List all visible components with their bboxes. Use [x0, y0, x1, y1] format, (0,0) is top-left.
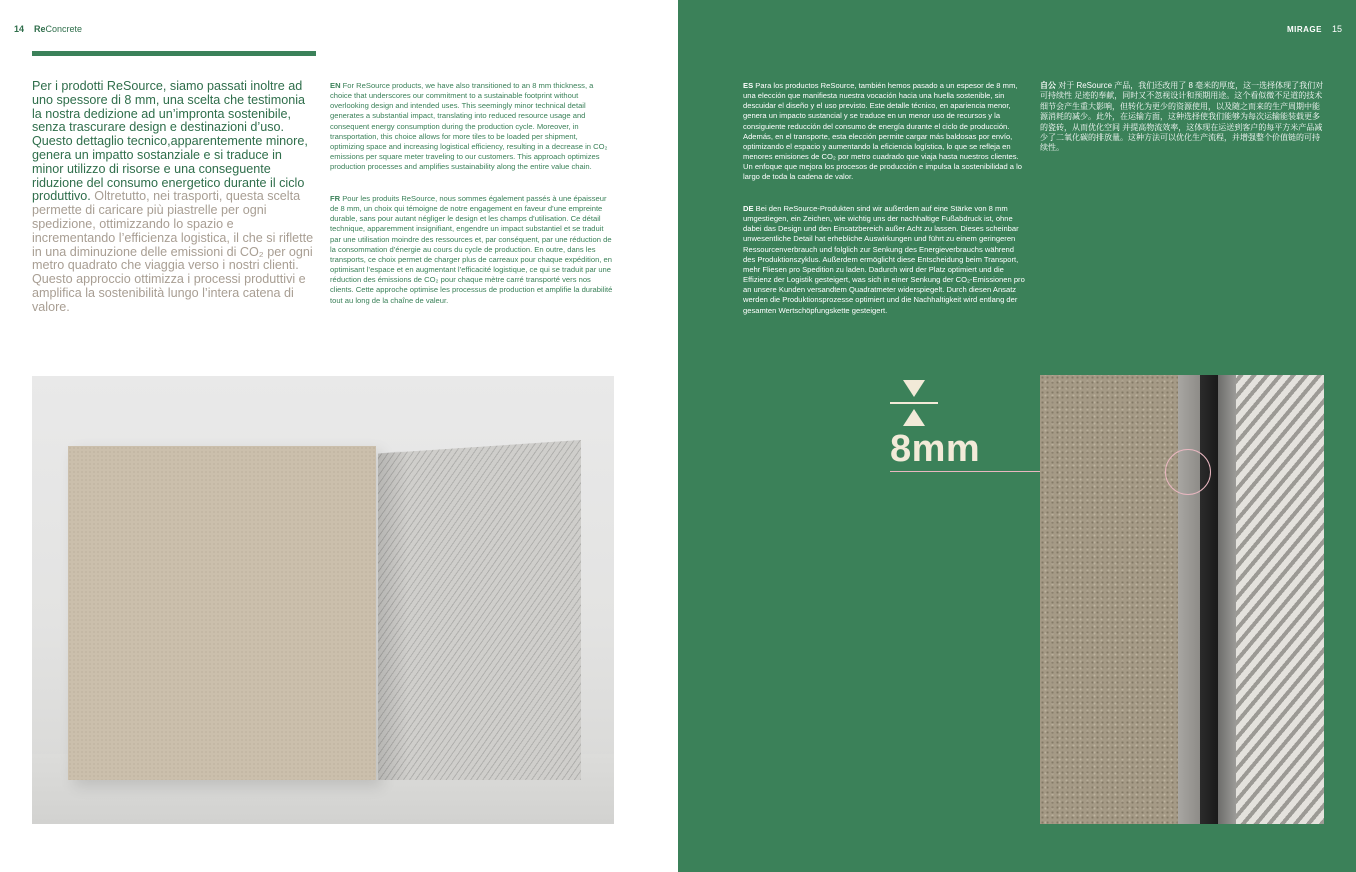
thickness-highlight-circle: [1165, 449, 1211, 495]
tile-edge-dark: [1200, 375, 1218, 824]
tile-edge-light: [1178, 375, 1200, 824]
left-folio: [14, 24, 82, 34]
right-folio: [1287, 24, 1342, 34]
lead-grey-text: Oltretutto, nei trasporti, questa scelta permette di caricare più piastrelle per ogni spedizione, ottimizzando lo spazio e incrementando l’efficienza logistica, il che si riflette in una diminuzione delle emissioni di CO₂ per ogni metro quadrato che viaggia verso i nostri clienti. Questo approccio ottimizza i processi produttivi e amplifica la sostenibilità lungo l’intera catena di valore.: [32, 189, 314, 314]
es-text: Para los productos ReSource, también hemos pasado a un espesor de 8 mm, una elección que manifiesta nuestra vocación hacia una huella sostenible, sin descuidar el diseño y el uso previsto. Este detalle técnico, en apariencia menor, genera un impacto sustancial y se traduce en un menor uso de recursos y la consiguiente reducción del consumo de energía durante el ciclo de producción. Además, en el transporte, esta elección permite cargar más baldosas por envío, optimizando el espacio y aumentando la eficiencia logística, lo que se refleja en menores emisiones de CO₂ por metro cuadrado que viaja hasta nuestros clientes. Un enfoque que mejora los procesos de producción e impulsa la sostenibilidad a lo largo de toda la cadena de valor.: [743, 81, 1023, 182]
textured-tile: [378, 440, 581, 780]
de-text: Bei den ReSource-Produkten sind wir außerdem auf eine Stärke von 8 mm umgestiegen, ein Zeichen, wie wichtig uns der nachhaltige Fußabdruck ist, ohne dabei das Design und den Einsatzbereich außer Acht zu lassen. Dieses scheinbar unwesentliche Detail hat erhebliche Auswirkungen und führt zu einem geringeren Ressourcenverbrauch und folglich zur Senkung des Energieverbrauchs während des Produktionszyklus. Außerdem ermöglicht diese Entscheidung beim Transport, mehr Fliesen pro Spedition zu laden. Dadurch wird der Platz optimiert und die Effizienz der Logistik gesteigert, was sich in einer Senkung der CO₂-Emissionen pro an unsere Kunden versandtem Quadratmeter widerspiegelt. Durch diesen Ansatz werden die Produktionsprozesse optimiert und die Nachhaltigkeit wird entlang der gesamten Wertschöpfungskette gesteigert.: [743, 204, 1025, 315]
zh-text: 对于 ReSource 产品，我们还改用了 8 毫米的厚度，这一选择体现了我们对可持续性 足迹的奉献，同时又不忽视设计和预期用途。这个看似微不足道的技术细节会产生重大影响，但转化为更少的资源使用，以及随之而来的生产周期中能源消耗的减少。此外，在运输方面，这种选择使我们能够为每次运输能装载更多的瓷砖，从而优化空间 并提高物流效率，这体现在运送到客户的每平方米产品减少了二氧化碳的排放量。这种方法可以优化生产流程，并增强整个价值链的可持续性。: [1040, 81, 1324, 153]
left-brand-rest: Concrete: [45, 24, 83, 34]
thickness-arrows-icon: [890, 380, 938, 430]
left-page-number: 14: [14, 24, 25, 34]
de-tag: DE: [743, 204, 754, 213]
textured-tile-shadow: [378, 440, 408, 780]
lead-green-text: Per i prodotti ReSource, siamo passati inoltre ad uno spessore di 8 mm, una scelta che testimonia la nostra dedizione ad un’impronta sostenibile, senza trascurare design e destinazioni d’uso. Questo dettaglio tecnico,apparentemente minore, genera un impatto sostanziale e si traduce in minor utilizzo di risorse e una conseguente riduzione del consumo energetico durante il ciclo produttivo.: [32, 79, 308, 204]
spanish-column: [743, 81, 1028, 183]
left-brand-bold: Re: [34, 24, 46, 34]
zh-tag: 自公: [1040, 81, 1056, 90]
mirage-logo: MIRAGE: [1286, 24, 1322, 34]
french-column: [330, 194, 614, 306]
en-text: For ReSource products, we have also transitioned to an 8 mm thickness, a choice that underscores our commitment to a sustainable footprint without overlooking design and intended uses. This seemingly minor technical detail generates a substantial impact, translating into reduced resource usage and consequent energy consumption during the production cycle. Moreover, in transportation, this choice allows for more tiles to be loaded per shipment, optimizing space and increasing logistical efficiency, resulting in a decrease in CO₂ emissions per square meter traveling to our customers. This approach optimizes production processes and amplifies sustainability along the entire value chain.: [330, 81, 608, 172]
plain-tile: [68, 446, 376, 780]
tile-edge-closeup-photo: [1040, 375, 1324, 824]
tile-edge-mid: [1218, 375, 1236, 824]
right-page: [678, 0, 1356, 872]
thickness-label: 8mm: [890, 428, 981, 470]
rough-surface: [1040, 375, 1178, 824]
patterned-surface: [1236, 375, 1324, 824]
left-brand: [34, 24, 82, 34]
chinese-column: [1040, 81, 1324, 154]
lead-paragraph: [32, 80, 314, 315]
german-column: [743, 204, 1028, 316]
tiles-photo: [32, 376, 614, 824]
english-column: [330, 81, 614, 172]
es-tag: ES: [743, 81, 754, 90]
right-page-number: 15: [1331, 24, 1342, 34]
fr-tag: FR: [330, 194, 341, 203]
accent-bar: [32, 51, 316, 56]
fr-text: Pour les produits ReSource, nous sommes également passés à une épaisseur de 8 mm, un choix qui témoigne de notre engagement en faveur d’une empreinte durable, sans pour autant négliger le design et les champs d’utilisation. Ce détail technique, apparemment insignifiant, engendre un impact substantiel et se traduit par une utilisation moindre des ressources et, par conséquent, par une réduction de la consommation d’énergie au cours du cycle de production. En outre, dans les transports, ce choix permet de charger plus de carreaux pour chaque expédition, en optimisant l’espace et en augmentant l’efficacité logistique, ce qui se traduit par une réduction des émissions de CO₂ pour chaque mètre carré transporté vers nos clients. Cette approche optimise les processus de production et amplifie la durabilité tout au long de la chaîne de valeur.: [330, 194, 613, 305]
en-tag: EN: [330, 81, 341, 90]
